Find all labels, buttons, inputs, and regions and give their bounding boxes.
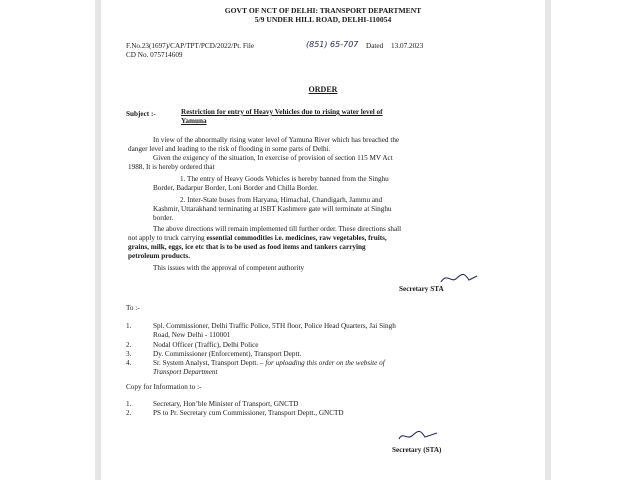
body-p4: This issues with the approval of competent authority — [153, 264, 305, 272]
to-item-1-line-2: Road, New Delhi - 110001 — [153, 331, 231, 339]
to-item-1-line-1: Spl. Commissioner, Delhi Traffic Police, 5TH floor, Police Head Quarters, Jai Singh — [153, 322, 396, 330]
copy-item-2-num: 2. — [126, 409, 132, 417]
to-item-4-num: 4. — [126, 359, 132, 367]
signature-2-title: Secretary (STA) — [392, 446, 442, 454]
copy-item-1-line-1: Secretary, Hon’ble Minister of Transport, GNCTD — [153, 400, 299, 408]
to-item-2-num: 2. — [126, 341, 132, 349]
to-item-3-num: 3. — [126, 350, 132, 358]
signature-2-icon — [397, 428, 439, 444]
to-item-2-line-1: Nodal Officer (Traffic), Delhi Police — [153, 341, 259, 349]
copy-label: Copy for Information to :- — [126, 383, 202, 391]
to-item-1-num: 1. — [126, 322, 132, 330]
body-p2-line-1: Given the exigency of the situation, In exercise of provision of section 115 MV Act — [153, 154, 393, 162]
body-p3-line-4: petroleum products. — [128, 252, 191, 260]
copy-item-1-num: 1. — [126, 400, 132, 408]
cd-number: CD No. 075714609 — [126, 51, 183, 59]
body-p3-line-2-bold: essential commodities i.e. medicines, raw vegetables, fruits, — [206, 234, 387, 242]
copy-item-2-line-1: PS to Pr. Secretary cum Commissioner, Transport Deptt., GNCTD — [153, 409, 344, 417]
to-item-4-line-1 — [153, 359, 385, 368]
body-item2-line-1: 2. Inter-State buses from Haryana, Himachal, Chandigarh, Jammu and — [180, 196, 383, 204]
to-item-4-line-2: Transport Department — [153, 368, 218, 376]
order-title: ORDER — [308, 85, 338, 94]
body-p1-line-2: danger level and leading to the risk of flooding in some parts of Delhi. — [128, 145, 331, 153]
subject-label: Subject :- — [126, 110, 156, 118]
subject-line-1: Restriction for entry of Heavy Vehicles due to rising water level of — [181, 108, 383, 116]
body-p2-line-2: 1988, It is hereby ordered that — [128, 163, 215, 171]
signature-1-icon — [439, 270, 479, 286]
signature-1-title: Secretary STA — [399, 285, 444, 293]
body-p3-line-1: The above directions will remain implemented till further order. These directions shall — [153, 225, 402, 233]
dated-label: Dated — [366, 42, 384, 50]
header-line-1: GOVT OF NCT OF DELHI: TRANSPORT DEPARTMENT — [224, 6, 422, 15]
body-item2-line-3: border. — [153, 214, 174, 222]
handwritten-file-number: (851) 65-707 — [306, 40, 359, 49]
body-item2-line-2: Kashmir, Uttarakhand terminating at ISBT Kashmere gate will terminate at Singhu — [153, 205, 392, 213]
dated-value: 13.07.2023 — [391, 42, 424, 50]
document-page — [101, 0, 545, 480]
page-frame-right — [545, 0, 551, 480]
body-p3-line-2-plain: not apply to truck carrying — [128, 234, 207, 242]
to-item-4-italic: for uploading this order on the website of — [265, 359, 385, 367]
file-number: F.No.23(1697)/CAP/TPT/PCD/2022/Pt. File — [126, 42, 255, 50]
to-item-4-plain: Sr. System Analyst, Transport Deptt. – — [153, 359, 266, 367]
header-line-2: 5/9 UNDER HILL ROAD, DELHI-110054 — [254, 15, 392, 24]
subject-line-2: Yamuna — [181, 117, 207, 125]
body-p3-line-3: grains, milk, eggs, ice etc that is to be used as food items and tankers carrying — [128, 243, 366, 251]
to-item-3-line-1: Dy. Commissioner (Enforcement), Transport Deptt. — [153, 350, 302, 358]
body-item1-line-2: Border, Badarpur Border, Loni Border and Chilla Border. — [153, 184, 319, 192]
body-item1-line-1: 1. The entry of Heavy Goods Vehicles is hereby banned from the Singhu — [180, 175, 389, 183]
body-p3-line-2 — [128, 234, 387, 243]
body-p1-line-1: In view of the abnormally rising water level of Yamuna River which has breached the — [153, 136, 400, 144]
to-label: To :- — [126, 304, 140, 312]
